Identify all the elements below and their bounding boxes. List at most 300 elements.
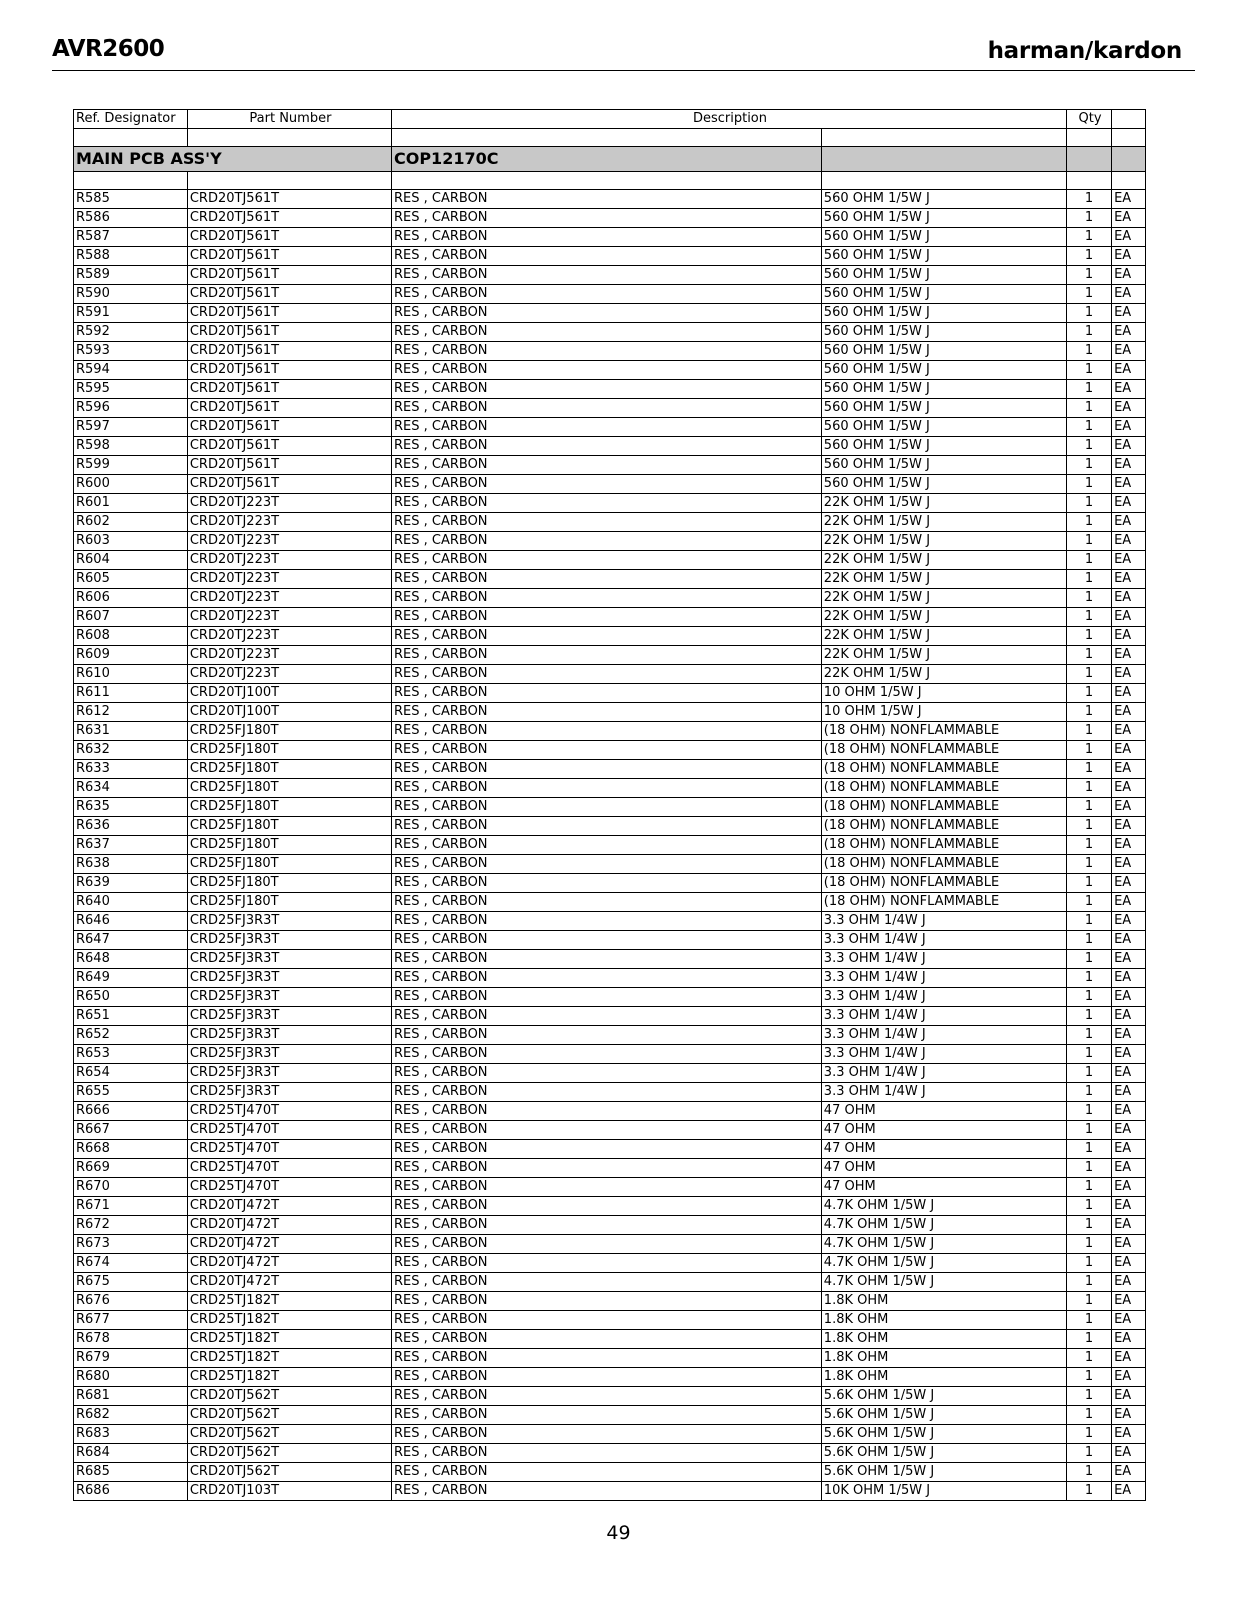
cell-unit: EA — [1112, 228, 1146, 247]
cell-description: RES , CARBON — [391, 798, 821, 817]
cell-value: 22K OHM 1/5W J — [821, 589, 1066, 608]
cell-ref-designator: R635 — [74, 798, 188, 817]
table-row — [74, 456, 1146, 475]
cell-unit: EA — [1112, 893, 1146, 912]
cell-value: 560 OHM 1/5W J — [821, 361, 1066, 380]
cell-unit: EA — [1112, 342, 1146, 361]
cell-part-number: CRD20TJ561T — [187, 418, 391, 437]
cell-unit: EA — [1112, 912, 1146, 931]
cell-ref-designator: R681 — [74, 1387, 188, 1406]
table-row — [74, 950, 1146, 969]
cell-unit: EA — [1112, 1140, 1146, 1159]
cell-value: 560 OHM 1/5W J — [821, 266, 1066, 285]
table-row — [74, 988, 1146, 1007]
cell-value: 10K OHM 1/5W J — [821, 1482, 1066, 1501]
cell-description: RES , CARBON — [391, 836, 821, 855]
table-row — [74, 646, 1146, 665]
cell-description: RES , CARBON — [391, 1254, 821, 1273]
cell-ref-designator: R666 — [74, 1102, 188, 1121]
cell-ref-designator: R605 — [74, 570, 188, 589]
cell-unit: EA — [1112, 703, 1146, 722]
table-row — [74, 931, 1146, 950]
cell-qty: 1 — [1066, 304, 1111, 323]
cell-unit: EA — [1112, 1178, 1146, 1197]
table-row — [74, 1463, 1146, 1482]
cell-value: 22K OHM 1/5W J — [821, 494, 1066, 513]
section-row — [74, 147, 1146, 172]
cell-unit: EA — [1112, 608, 1146, 627]
table-row — [74, 209, 1146, 228]
cell-qty: 1 — [1066, 703, 1111, 722]
cell-value: (18 OHM) NONFLAMMABLE — [821, 722, 1066, 741]
column-header-row — [74, 110, 1146, 129]
cell-description: RES , CARBON — [391, 1273, 821, 1292]
cell-ref-designator: R597 — [74, 418, 188, 437]
cell-value: 3.3 OHM 1/4W J — [821, 912, 1066, 931]
cell-unit: EA — [1112, 1083, 1146, 1102]
cell-value: 1.8K OHM — [821, 1330, 1066, 1349]
page-number: 49 — [606, 1522, 631, 1544]
table-row — [74, 836, 1146, 855]
cell-qty: 1 — [1066, 1425, 1111, 1444]
cell-description: RES , CARBON — [391, 399, 821, 418]
cell-ref-designator: R640 — [74, 893, 188, 912]
table-row — [74, 1064, 1146, 1083]
cell-description: RES , CARBON — [391, 1463, 821, 1482]
cell-description: RES , CARBON — [391, 532, 821, 551]
table-row — [74, 969, 1146, 988]
cell-part-number: CRD20TJ562T — [187, 1387, 391, 1406]
table-row — [74, 817, 1146, 836]
cell-ref-designator: R672 — [74, 1216, 188, 1235]
table-row — [74, 1102, 1146, 1121]
cell-part-number: CRD20TJ561T — [187, 323, 391, 342]
cell-qty: 1 — [1066, 437, 1111, 456]
cell-value: 560 OHM 1/5W J — [821, 437, 1066, 456]
cell-qty: 1 — [1066, 646, 1111, 665]
table-row — [74, 266, 1146, 285]
table-row — [74, 741, 1146, 760]
table-row — [74, 760, 1146, 779]
cell-value: (18 OHM) NONFLAMMABLE — [821, 779, 1066, 798]
cell-value: 5.6K OHM 1/5W J — [821, 1425, 1066, 1444]
table-row — [74, 570, 1146, 589]
table-row — [74, 475, 1146, 494]
cell-ref-designator: R608 — [74, 627, 188, 646]
cell-unit: EA — [1112, 1406, 1146, 1425]
table-row — [74, 1368, 1146, 1387]
cell-unit: EA — [1112, 551, 1146, 570]
cell-ref-designator: R639 — [74, 874, 188, 893]
spacer-row — [74, 129, 1146, 147]
cell-unit: EA — [1112, 1216, 1146, 1235]
cell-qty: 1 — [1066, 1064, 1111, 1083]
cell-description: RES , CARBON — [391, 779, 821, 798]
cell-value: 3.3 OHM 1/4W J — [821, 1026, 1066, 1045]
cell-description: RES , CARBON — [391, 1026, 821, 1045]
cell-description: RES , CARBON — [391, 380, 821, 399]
cell-description: RES , CARBON — [391, 1197, 821, 1216]
cell-ref-designator: R634 — [74, 779, 188, 798]
table-row — [74, 893, 1146, 912]
cell-value: 22K OHM 1/5W J — [821, 627, 1066, 646]
cell-ref-designator: R611 — [74, 684, 188, 703]
cell-qty: 1 — [1066, 1178, 1111, 1197]
cell-ref-designator: R678 — [74, 1330, 188, 1349]
cell-qty: 1 — [1066, 551, 1111, 570]
cell-description: RES , CARBON — [391, 1159, 821, 1178]
cell-unit: EA — [1112, 874, 1146, 893]
cell-part-number: CRD25FJ3R3T — [187, 1026, 391, 1045]
cell-unit: EA — [1112, 1064, 1146, 1083]
cell-description: RES , CARBON — [391, 513, 821, 532]
cell-ref-designator: R650 — [74, 988, 188, 1007]
cell-qty: 1 — [1066, 931, 1111, 950]
cell-qty: 1 — [1066, 1482, 1111, 1501]
table-row — [74, 779, 1146, 798]
cell-part-number: CRD20TJ561T — [187, 209, 391, 228]
cell-ref-designator: R600 — [74, 475, 188, 494]
cell-description: RES , CARBON — [391, 874, 821, 893]
cell-qty: 1 — [1066, 969, 1111, 988]
cell-description: RES , CARBON — [391, 1064, 821, 1083]
cell-ref-designator: R670 — [74, 1178, 188, 1197]
cell-ref-designator: R682 — [74, 1406, 188, 1425]
cell-ref-designator: R638 — [74, 855, 188, 874]
cell-ref-designator: R674 — [74, 1254, 188, 1273]
cell-qty: 1 — [1066, 513, 1111, 532]
cell-description: RES , CARBON — [391, 1330, 821, 1349]
cell-description: RES , CARBON — [391, 1311, 821, 1330]
cell-qty: 1 — [1066, 1083, 1111, 1102]
table-row — [74, 399, 1146, 418]
cell-description: RES , CARBON — [391, 437, 821, 456]
cell-description: RES , CARBON — [391, 817, 821, 836]
parts-list-table — [73, 109, 1146, 1501]
cell-qty: 1 — [1066, 684, 1111, 703]
cell-qty: 1 — [1066, 779, 1111, 798]
cell-ref-designator: R631 — [74, 722, 188, 741]
cell-description: RES , CARBON — [391, 1368, 821, 1387]
table-row — [74, 513, 1146, 532]
table-row — [74, 1273, 1146, 1292]
cell-value: 3.3 OHM 1/4W J — [821, 1045, 1066, 1064]
cell-ref-designator: R655 — [74, 1083, 188, 1102]
cell-part-number: CRD20TJ562T — [187, 1463, 391, 1482]
table-row — [74, 1254, 1146, 1273]
table-row — [74, 1045, 1146, 1064]
cell-ref-designator: R609 — [74, 646, 188, 665]
cell-part-number: CRD25TJ182T — [187, 1311, 391, 1330]
cell-unit: EA — [1112, 266, 1146, 285]
cell-part-number: CRD25FJ180T — [187, 836, 391, 855]
cell-ref-designator: R649 — [74, 969, 188, 988]
cell-qty: 1 — [1066, 1444, 1111, 1463]
cell-description: RES , CARBON — [391, 361, 821, 380]
cell-description: RES , CARBON — [391, 1102, 821, 1121]
cell-part-number: CRD25FJ3R3T — [187, 950, 391, 969]
cell-value: 560 OHM 1/5W J — [821, 190, 1066, 209]
cell-description: RES , CARBON — [391, 912, 821, 931]
cell-ref-designator: R586 — [74, 209, 188, 228]
cell-qty: 1 — [1066, 798, 1111, 817]
cell-value: 5.6K OHM 1/5W J — [821, 1444, 1066, 1463]
cell-unit: EA — [1112, 1387, 1146, 1406]
cell-unit: EA — [1112, 798, 1146, 817]
cell-qty: 1 — [1066, 494, 1111, 513]
cell-value: (18 OHM) NONFLAMMABLE — [821, 836, 1066, 855]
cell-description: RES , CARBON — [391, 551, 821, 570]
column-header-ref: Ref. Designator — [74, 110, 188, 129]
cell-value: 5.6K OHM 1/5W J — [821, 1387, 1066, 1406]
cell-ref-designator: R683 — [74, 1425, 188, 1444]
cell-qty: 1 — [1066, 456, 1111, 475]
table-row — [74, 551, 1146, 570]
cell-part-number: CRD20TJ223T — [187, 551, 391, 570]
cell-unit: EA — [1112, 1007, 1146, 1026]
cell-part-number: CRD25FJ180T — [187, 817, 391, 836]
cell-ref-designator: R606 — [74, 589, 188, 608]
cell-unit: EA — [1112, 456, 1146, 475]
cell-value: 3.3 OHM 1/4W J — [821, 1007, 1066, 1026]
cell-description: RES , CARBON — [391, 323, 821, 342]
brand-logo: harman/kardon — [987, 38, 1182, 64]
model-title: AVR2600 — [52, 36, 165, 62]
table-row — [74, 342, 1146, 361]
cell-unit: EA — [1112, 855, 1146, 874]
table-row — [74, 1007, 1146, 1026]
cell-value: 47 OHM — [821, 1121, 1066, 1140]
cell-value: 22K OHM 1/5W J — [821, 570, 1066, 589]
cell-qty: 1 — [1066, 836, 1111, 855]
cell-part-number: CRD20TJ561T — [187, 247, 391, 266]
cell-description: RES , CARBON — [391, 665, 821, 684]
cell-description: RES , CARBON — [391, 1007, 821, 1026]
table-row — [74, 380, 1146, 399]
table-row — [74, 1121, 1146, 1140]
cell-description: RES , CARBON — [391, 1425, 821, 1444]
cell-part-number: CRD20TJ100T — [187, 684, 391, 703]
cell-part-number: CRD25FJ180T — [187, 779, 391, 798]
cell-ref-designator: R633 — [74, 760, 188, 779]
cell-ref-designator: R592 — [74, 323, 188, 342]
cell-part-number: CRD20TJ561T — [187, 304, 391, 323]
cell-part-number: CRD20TJ472T — [187, 1216, 391, 1235]
cell-unit: EA — [1112, 646, 1146, 665]
cell-description: RES , CARBON — [391, 646, 821, 665]
cell-description: RES , CARBON — [391, 494, 821, 513]
table-row — [74, 494, 1146, 513]
cell-part-number: CRD25FJ180T — [187, 741, 391, 760]
cell-qty: 1 — [1066, 589, 1111, 608]
cell-description: RES , CARBON — [391, 1406, 821, 1425]
cell-ref-designator: R684 — [74, 1444, 188, 1463]
cell-unit: EA — [1112, 779, 1146, 798]
cell-ref-designator: R686 — [74, 1482, 188, 1501]
cell-qty: 1 — [1066, 1273, 1111, 1292]
cell-part-number: CRD20TJ472T — [187, 1254, 391, 1273]
cell-qty: 1 — [1066, 1140, 1111, 1159]
cell-part-number: CRD20TJ561T — [187, 266, 391, 285]
cell-part-number: CRD20TJ561T — [187, 228, 391, 247]
table-row — [74, 285, 1146, 304]
cell-qty: 1 — [1066, 361, 1111, 380]
cell-qty: 1 — [1066, 1159, 1111, 1178]
cell-qty: 1 — [1066, 817, 1111, 836]
cell-qty: 1 — [1066, 665, 1111, 684]
cell-unit: EA — [1112, 304, 1146, 323]
cell-value: 22K OHM 1/5W J — [821, 665, 1066, 684]
cell-unit: EA — [1112, 1463, 1146, 1482]
cell-value: 560 OHM 1/5W J — [821, 380, 1066, 399]
cell-value: 560 OHM 1/5W J — [821, 304, 1066, 323]
table-row — [74, 589, 1146, 608]
column-header-qty: Qty — [1066, 110, 1111, 129]
cell-part-number: CRD20TJ223T — [187, 513, 391, 532]
cell-qty: 1 — [1066, 1121, 1111, 1140]
cell-unit: EA — [1112, 589, 1146, 608]
cell-description: RES , CARBON — [391, 950, 821, 969]
cell-part-number: CRD25TJ182T — [187, 1330, 391, 1349]
cell-ref-designator: R675 — [74, 1273, 188, 1292]
cell-part-number: CRD25TJ182T — [187, 1349, 391, 1368]
cell-value: 47 OHM — [821, 1159, 1066, 1178]
cell-description: RES , CARBON — [391, 1216, 821, 1235]
cell-unit: EA — [1112, 513, 1146, 532]
cell-value: (18 OHM) NONFLAMMABLE — [821, 874, 1066, 893]
cell-unit: EA — [1112, 475, 1146, 494]
cell-qty: 1 — [1066, 190, 1111, 209]
cell-description: RES , CARBON — [391, 969, 821, 988]
cell-unit: EA — [1112, 817, 1146, 836]
cell-ref-designator: R652 — [74, 1026, 188, 1045]
cell-part-number: CRD20TJ223T — [187, 589, 391, 608]
cell-description: RES , CARBON — [391, 684, 821, 703]
cell-description: RES , CARBON — [391, 190, 821, 209]
cell-value: 22K OHM 1/5W J — [821, 608, 1066, 627]
table-row — [74, 855, 1146, 874]
cell-part-number: CRD20TJ561T — [187, 399, 391, 418]
table-row — [74, 323, 1146, 342]
cell-part-number: CRD25TJ470T — [187, 1140, 391, 1159]
cell-qty: 1 — [1066, 1292, 1111, 1311]
table-row — [74, 1140, 1146, 1159]
cell-part-number: CRD20TJ562T — [187, 1444, 391, 1463]
cell-qty: 1 — [1066, 1406, 1111, 1425]
cell-part-number: CRD25FJ3R3T — [187, 912, 391, 931]
cell-ref-designator: R673 — [74, 1235, 188, 1254]
cell-description: RES , CARBON — [391, 741, 821, 760]
cell-ref-designator: R587 — [74, 228, 188, 247]
column-header-part-number: Part Number — [187, 110, 391, 129]
cell-part-number: CRD25TJ470T — [187, 1102, 391, 1121]
cell-qty: 1 — [1066, 912, 1111, 931]
cell-ref-designator: R588 — [74, 247, 188, 266]
table-row — [74, 190, 1146, 209]
cell-unit: EA — [1112, 741, 1146, 760]
cell-ref-designator: R604 — [74, 551, 188, 570]
cell-ref-designator: R648 — [74, 950, 188, 969]
table-row — [74, 1406, 1146, 1425]
cell-qty: 1 — [1066, 874, 1111, 893]
cell-description: RES , CARBON — [391, 1349, 821, 1368]
cell-part-number: CRD25FJ180T — [187, 874, 391, 893]
cell-description: RES , CARBON — [391, 570, 821, 589]
cell-value: 22K OHM 1/5W J — [821, 532, 1066, 551]
cell-qty: 1 — [1066, 1102, 1111, 1121]
cell-ref-designator: R607 — [74, 608, 188, 627]
cell-ref-designator: R668 — [74, 1140, 188, 1159]
cell-part-number: CRD25TJ182T — [187, 1368, 391, 1387]
cell-part-number: CRD20TJ561T — [187, 190, 391, 209]
cell-unit: EA — [1112, 247, 1146, 266]
cell-qty: 1 — [1066, 1330, 1111, 1349]
cell-description: RES , CARBON — [391, 1140, 821, 1159]
cell-value: (18 OHM) NONFLAMMABLE — [821, 798, 1066, 817]
spacer-row — [74, 172, 1146, 190]
table-row — [74, 361, 1146, 380]
cell-part-number: CRD20TJ223T — [187, 494, 391, 513]
cell-unit: EA — [1112, 684, 1146, 703]
cell-unit: EA — [1112, 1330, 1146, 1349]
cell-unit: EA — [1112, 494, 1146, 513]
cell-ref-designator: R594 — [74, 361, 188, 380]
cell-unit: EA — [1112, 1197, 1146, 1216]
cell-value: 560 OHM 1/5W J — [821, 247, 1066, 266]
table-row — [74, 1330, 1146, 1349]
cell-ref-designator: R601 — [74, 494, 188, 513]
cell-description: RES , CARBON — [391, 1178, 821, 1197]
cell-unit: EA — [1112, 190, 1146, 209]
cell-unit: EA — [1112, 988, 1146, 1007]
cell-qty: 1 — [1066, 266, 1111, 285]
cell-qty: 1 — [1066, 1254, 1111, 1273]
cell-description: RES , CARBON — [391, 988, 821, 1007]
cell-qty: 1 — [1066, 760, 1111, 779]
cell-part-number: CRD20TJ472T — [187, 1197, 391, 1216]
table-row — [74, 608, 1146, 627]
cell-qty: 1 — [1066, 475, 1111, 494]
cell-part-number: CRD20TJ561T — [187, 437, 391, 456]
cell-part-number: CRD25TJ182T — [187, 1292, 391, 1311]
cell-part-number: CRD25TJ470T — [187, 1178, 391, 1197]
table-row — [74, 703, 1146, 722]
cell-description: RES , CARBON — [391, 893, 821, 912]
cell-unit: EA — [1112, 1235, 1146, 1254]
cell-part-number: CRD20TJ223T — [187, 646, 391, 665]
cell-value: 560 OHM 1/5W J — [821, 285, 1066, 304]
cell-unit: EA — [1112, 532, 1146, 551]
cell-value: (18 OHM) NONFLAMMABLE — [821, 760, 1066, 779]
cell-description: RES , CARBON — [391, 1121, 821, 1140]
cell-ref-designator: R589 — [74, 266, 188, 285]
cell-ref-designator: R676 — [74, 1292, 188, 1311]
cell-ref-designator: R602 — [74, 513, 188, 532]
cell-value: 10 OHM 1/5W J — [821, 684, 1066, 703]
cell-part-number: CRD20TJ561T — [187, 380, 391, 399]
cell-ref-designator: R590 — [74, 285, 188, 304]
cell-qty: 1 — [1066, 1007, 1111, 1026]
cell-value: 22K OHM 1/5W J — [821, 513, 1066, 532]
cell-unit: EA — [1112, 1292, 1146, 1311]
cell-value: 4.7K OHM 1/5W J — [821, 1273, 1066, 1292]
table-row — [74, 684, 1146, 703]
cell-ref-designator: R647 — [74, 931, 188, 950]
cell-description: RES , CARBON — [391, 703, 821, 722]
cell-unit: EA — [1112, 285, 1146, 304]
table-row — [74, 912, 1146, 931]
cell-unit: EA — [1112, 760, 1146, 779]
